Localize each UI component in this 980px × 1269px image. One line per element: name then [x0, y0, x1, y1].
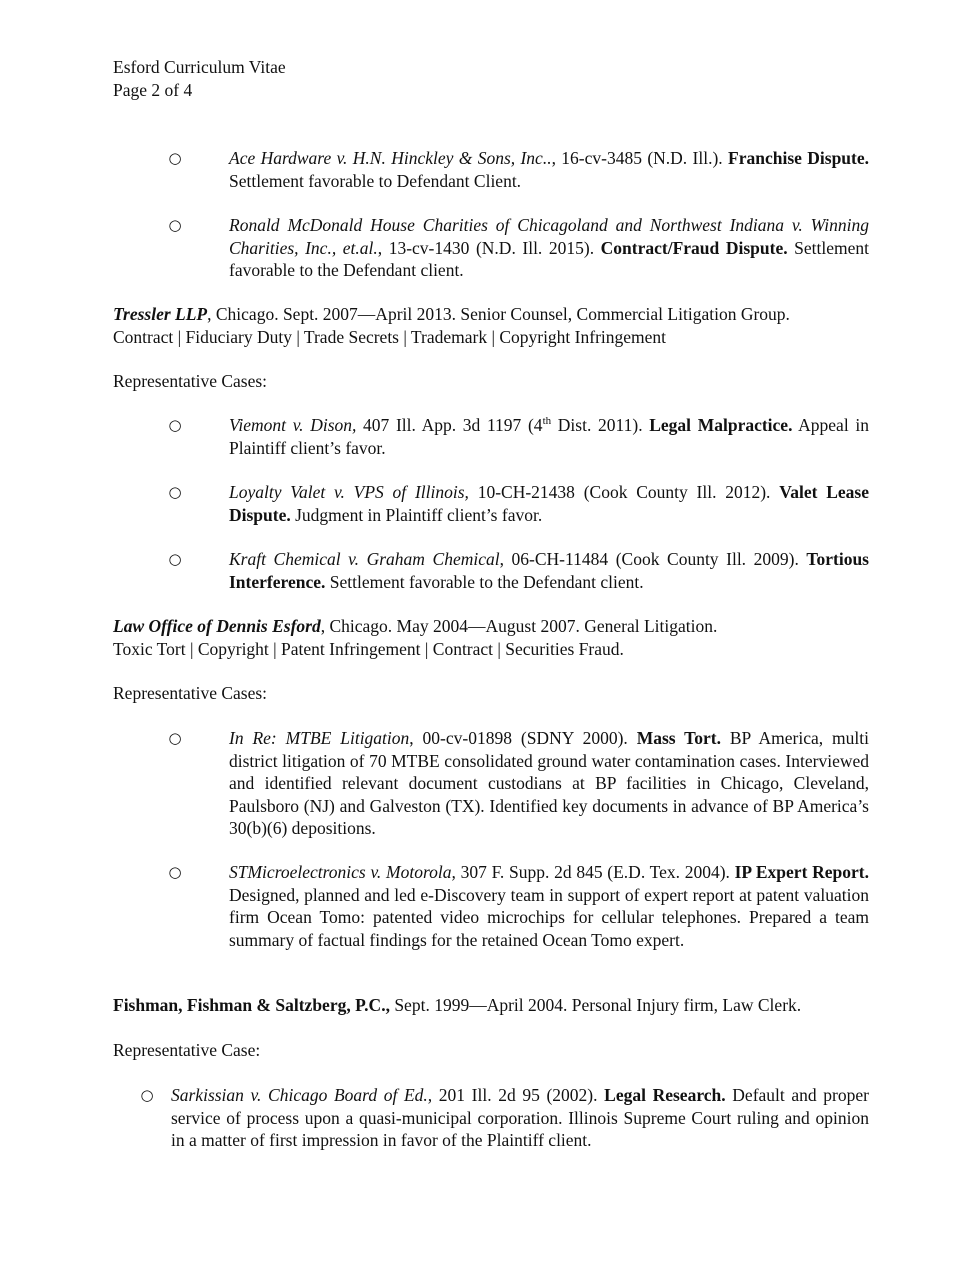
case-citation: 407 Ill. App. 3d 1197 (4: [356, 415, 543, 435]
employment-details: , Chicago. May 2004—August 2007. General Litigation.: [320, 616, 718, 636]
practice-areas: Toxic Tort | Copyright | Patent Infringement | Contract | Securities Fraud.: [113, 638, 624, 659]
firm-name: Law Office of Dennis Esford: [113, 616, 321, 636]
case-item: [229, 481, 869, 526]
case-caption: In Re: MTBE Litigation: [229, 728, 410, 748]
firm-name: Tressler LLP: [113, 304, 208, 324]
representative-cases-label: Representative Cases:: [113, 683, 268, 703]
case-outcome: Default and proper service of process upon a quasi-municipal corporation. Illinois Supreme Court ruling and opinion in a matter of first impression in favor of the Plaintiff client.: [171, 1085, 869, 1151]
case-label: IP Expert Report.: [734, 862, 869, 882]
case-caption: STMicroelectronics v. Motorola,: [229, 862, 456, 882]
case-label: Legal Malpractice.: [649, 415, 793, 435]
employment-entry: [113, 615, 869, 660]
bullet-marker: ○: [168, 416, 182, 434]
case-caption: Ronald McDonald House Charities of Chicagoland and Northwest Indiana v. Winning Charities, Inc., et.al.: [229, 215, 869, 258]
case-item: [171, 1084, 869, 1152]
practice-areas: Contract | Fiduciary Duty | Trade Secrets | Trademark | Copyright Infringement: [113, 326, 667, 347]
employment-entry: [113, 303, 869, 348]
case-outcome: Appeal in Plaintiff client’s favor.: [229, 415, 869, 458]
representative-case-label: Representative Case:: [113, 1040, 261, 1060]
case-citation: , 06-CH-11484 (Cook County Ill. 2009).: [499, 549, 807, 569]
case-citation: , 16-cv-3485 (N.D. Ill.).: [551, 148, 729, 168]
case-label: Valet Lease Dispute.: [229, 482, 870, 525]
case-outcome: Judgment in Plaintiff client’s favor.: [290, 504, 543, 525]
case-label: Tortious Interference.: [229, 549, 869, 592]
case-caption: Sarkissian v. Chicago Board of Ed.,: [171, 1085, 433, 1105]
employment-line: [113, 994, 869, 1017]
bullet-marker: ○: [168, 863, 182, 881]
employment-details: Sept. 1999—April 2004. Personal Injury firm, Law Clerk.: [389, 995, 802, 1015]
case-item: [229, 727, 869, 840]
case-outcome: Settlement favorable to the Defendant client.: [229, 237, 870, 281]
case-caption: Ace Hardware v. H.N. Hinckley & Sons, Inc..: [229, 148, 552, 168]
case-label: Franchise Dispute.: [728, 148, 870, 168]
case-label: Legal Research.: [604, 1085, 726, 1105]
employment-entry: [113, 994, 869, 1017]
case-citation: 10-CH-21438 (Cook County Ill. 2012).: [468, 482, 780, 502]
bullet-marker: ○: [168, 483, 182, 501]
bullet-marker: ○: [168, 216, 182, 234]
case-citation: 307 F. Supp. 2d 845 (E.D. Tex. 2004).: [455, 862, 735, 882]
case-outcome: Settlement favorable to the Defendant client.: [325, 571, 644, 592]
bullet-marker: ○: [168, 550, 182, 568]
case-citation-end: Dist. 2011).: [551, 415, 650, 435]
representative-cases-label: Representative Cases:: [113, 371, 268, 391]
case-caption: Viemont v. Dison,: [229, 415, 357, 435]
case-caption: Kraft Chemical v. Graham Chemical: [229, 549, 500, 569]
bullet-marker: ○: [168, 149, 182, 167]
firm-name: Fishman, Fishman & Saltzberg, P.C.,: [113, 995, 390, 1015]
case-label: Mass Tort.: [636, 728, 721, 748]
case-outcome: BP America, multi district litigation of 70 MTBE consolidated ground water contamination cases. Interviewed and identified relevant document custodians at BP facilities in Chicago, Cleveland, Paulsboro (NJ) and Galveston (TX). Identified key documents in advance of BP America’s 30(b)(6) depositions.: [229, 728, 869, 839]
employment-line: [113, 303, 869, 326]
case-outcome: Designed, planned and led e-Discovery team in support of expert report at patent valuation firm Ocean Tomo: patented video microchips for cellular telephones. Prepared a team summary of factual findings for the retained Ocean Tomo expert.: [229, 884, 869, 950]
case-item: [229, 214, 869, 282]
case-item: [229, 861, 869, 951]
case-citation: 201 Ill. 2d 95 (2002).: [432, 1085, 605, 1105]
case-item: [229, 414, 869, 459]
case-citation: , 00-cv-01898 (SDNY 2000).: [409, 728, 637, 748]
case-item: [229, 147, 869, 192]
page-number: Page 2 of 4: [113, 79, 193, 100]
employment-line: [113, 615, 869, 638]
bullet-marker: ○: [168, 729, 182, 747]
bullet-marker: ○: [140, 1086, 154, 1104]
ordinal-suffix: th: [542, 415, 552, 428]
case-outcome: Settlement favorable to Defendant Client.: [229, 170, 522, 191]
case-label: Contract/Fraud Dispute.: [600, 237, 788, 258]
case-caption: Loyalty Valet v. VPS of Illinois,: [229, 482, 469, 502]
case-citation: , 13-cv-1430 (N.D. Ill. 2015).: [377, 237, 601, 258]
case-item: [229, 548, 869, 593]
document-title: Esford Curriculum Vitae: [113, 57, 286, 77]
employment-details: , Chicago. Sept. 2007—April 2013. Senior Counsel, Commercial Litigation Group.: [207, 304, 790, 324]
page-header: [113, 56, 286, 101]
